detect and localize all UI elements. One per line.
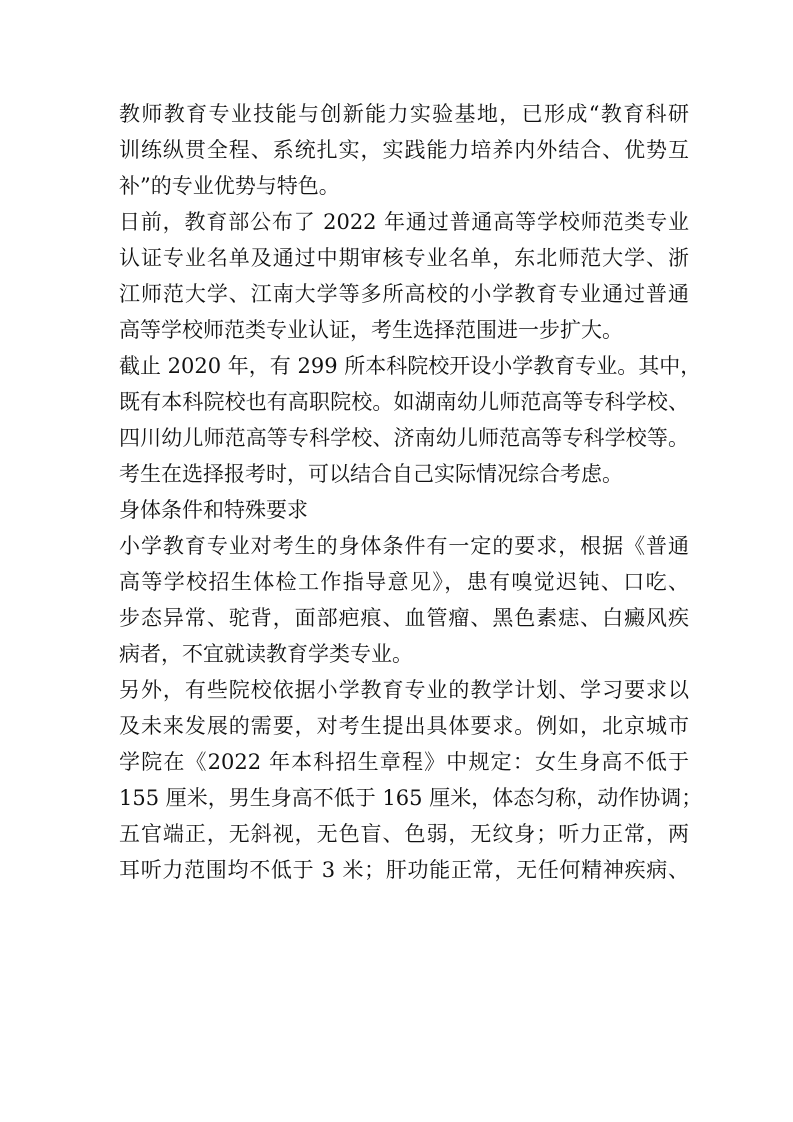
- text-line: 五官端正，无斜视，无色盲、色弱，无纹身；听力正常，两: [119, 822, 689, 846]
- section-heading: [119, 492, 689, 528]
- text-line: 补”的专业优势与特色。: [119, 174, 340, 198]
- text-line: 耳听力范围均不低于 3 米；肝功能正常，无任何精神疾病、: [119, 858, 689, 882]
- text-line: 另外，有些院校依据小学教育专业的教学计划、学习要求以: [119, 678, 689, 702]
- text-line: 高等学校师范类专业认证，考生选择范围进一步扩大。: [119, 318, 623, 342]
- text-line: 学院在《2022 年本科招生章程》中规定：女生身高不低于: [119, 750, 689, 774]
- text-line: 既有本科院校也有高职院校。如湖南幼儿师范高等专科学校、: [119, 390, 689, 414]
- text-line: 高等学校招生体检工作指导意见》，患有嗅觉迟钝、口吃、: [119, 570, 689, 594]
- paragraph: [119, 204, 689, 348]
- paragraph: [119, 96, 689, 204]
- text-line: 截止 2020 年，有 299 所本科院校开设小学教育专业。其中，: [119, 354, 702, 378]
- text-line: 小学教育专业对考生的身体条件有一定的要求，根据《普通: [119, 534, 689, 558]
- text-line: 教师教育专业技能与创新能力实验基地，已形成“教育科研: [119, 102, 689, 126]
- paragraph: [119, 528, 689, 672]
- text-line: 155 厘米，男生身高不低于 165 厘米，体态匀称，动作协调；: [119, 786, 703, 810]
- text-line: 日前，教育部公布了 2022 年通过普通高等学校师范类专业: [119, 210, 689, 234]
- text-line: 身体条件和特殊要求: [119, 498, 308, 522]
- document-body: [119, 96, 703, 888]
- text-line: 病者，不宜就读教育学类专业。: [119, 642, 413, 666]
- text-line: 训练纵贯全程、系统扎实，实践能力培养内外结合、优势互: [119, 138, 689, 162]
- text-line: 江师范大学、江南大学等多所高校的小学教育专业通过普通: [119, 282, 689, 306]
- text-line: 步态异常、驼背，面部疤痕、血管瘤、黑色素痣、白癜风疾: [119, 606, 689, 630]
- text-line: 认证专业名单及通过中期审核专业名单，东北师范大学、浙: [119, 246, 689, 270]
- text-line: 及未来发展的需要，对考生提出具体要求。例如，北京城市: [119, 714, 689, 738]
- text-line: 考生在选择报考时，可以结合自己实际情况综合考虑。: [119, 462, 623, 486]
- text-line: 四川幼儿师范高等专科学校、济南幼儿师范高等专科学校等。: [119, 426, 689, 450]
- paragraph: [119, 348, 702, 492]
- paragraph: [119, 672, 703, 888]
